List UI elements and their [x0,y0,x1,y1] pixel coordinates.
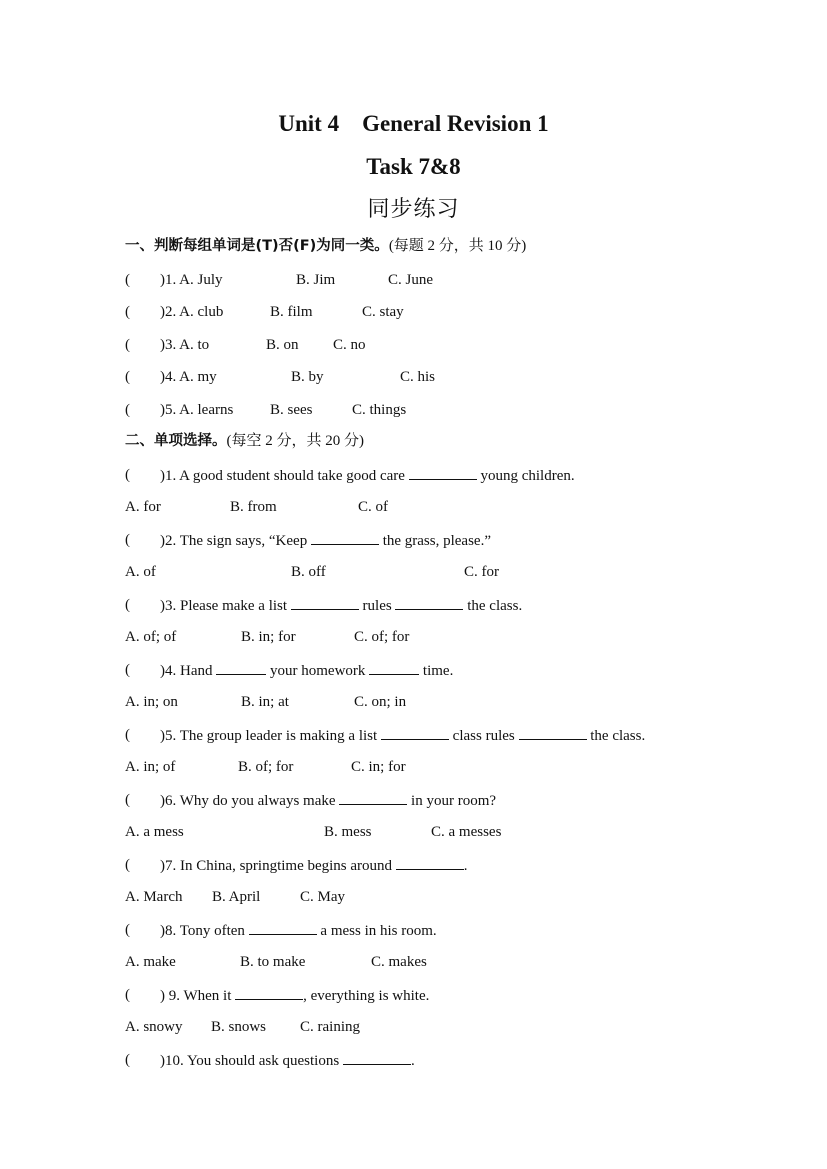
page-subtitle: Task 7&8 [366,154,461,179]
question-text-mid: rules [358,598,396,614]
answer-blank[interactable] [235,985,303,1000]
section-2-title: 二、单项选择。 [125,433,227,449]
option-c: C. on; in [354,694,407,710]
option-c: C. in; for [351,759,406,775]
section-2-score-note: (每空 2 分，共 20 分) [226,433,364,449]
option-b: B. from [230,499,277,515]
answer-blank-2[interactable] [395,595,463,610]
option-a: )4. A. my [160,369,217,385]
section-1-title: 一、判断每组单词是(T)否(F)为同一类。 [125,238,389,254]
answer-paren: ( [125,402,130,418]
question-text-end: . [410,1053,415,1069]
option-b: B. by [291,369,324,385]
option-b: B. film [270,304,313,320]
answer-blank-1[interactable] [381,725,449,740]
question-text: )10. You should ask questions [160,1053,343,1069]
answer-paren: ( [125,304,130,320]
answer-paren: ( [125,532,130,548]
answer-blank[interactable] [396,855,464,870]
question-text-end: , everything is white. [303,988,430,1004]
question-text: )6. Why do you always make [160,793,340,809]
option-a: )2. A. club [160,304,224,320]
option-a: A. in; of [125,759,176,775]
option-c: C. his [400,369,436,385]
answer-paren: ( [125,1052,130,1068]
option-b: B. to make [240,954,306,970]
question-text: )2. The sign says, “Keep [160,533,311,549]
answer-blank[interactable] [249,920,317,935]
option-c: C. for [464,564,499,580]
answer-paren: ( [125,467,130,483]
option-b: B. in; at [241,694,289,710]
answer-blank[interactable] [409,465,477,480]
answer-paren: ( [125,369,130,385]
option-b: B. April [212,889,261,905]
option-a: A. snowy [125,1019,183,1035]
answer-paren: ( [125,922,130,938]
section-2-heading [125,431,364,451]
answer-blank-2[interactable] [519,725,587,740]
question-text-end: . [463,858,468,874]
question-text: )1. A good student should take good care [160,468,409,484]
option-a: )3. A. to [160,337,210,353]
answer-blank-1[interactable] [291,595,359,610]
option-c: C. things [352,402,407,418]
answer-blank[interactable] [311,530,379,545]
option-a: )5. A. learns [160,402,234,418]
question-text: )3. Please make a list [160,598,291,614]
page-title: Unit 4 General Revision 1 [278,111,549,136]
answer-paren: ( [125,662,130,678]
question-text: )5. The group leader is making a list [160,728,381,744]
option-a: A. make [125,954,176,970]
answer-paren: ( [125,272,130,288]
section-1-heading [125,236,526,256]
answer-blank[interactable] [339,790,407,805]
option-b: B. Jim [296,272,336,288]
answer-paren: ( [125,727,130,743]
option-b: B. sees [270,402,313,418]
question-text: ) 9. When it [160,988,236,1004]
option-c: C. of [358,499,388,515]
answer-blank-1[interactable] [216,660,266,675]
option-a: )1. A. July [160,272,223,288]
answer-paren: ( [125,857,130,873]
option-c: C. June [388,272,433,288]
option-a: A. of [125,564,156,580]
option-b: B. on [266,337,299,353]
answer-paren: ( [125,987,130,1003]
option-a: A. March [125,889,183,905]
answer-blank-2[interactable] [369,660,419,675]
option-a: A. a mess [125,824,184,840]
question-text-end: in your room? [407,793,497,809]
option-b: B. snows [211,1019,267,1035]
option-c: C. stay [362,304,404,320]
question-text: )4. Hand [160,663,217,679]
option-b: B. off [291,564,326,580]
question-text: )8. Tony often [160,923,249,939]
question-text-mid: your homework [266,663,370,679]
question-text-end: time. [419,663,454,679]
question-text-end: the class. [586,728,646,744]
question-text-end: the grass, please.” [378,533,491,549]
option-a: A. in; on [125,694,178,710]
option-c: C. of; for [354,629,410,645]
answer-blank[interactable] [343,1050,411,1065]
answer-paren: ( [125,792,130,808]
option-c: C. makes [371,954,427,970]
question-text-mid: class rules [448,728,519,744]
page-heading-chinese: 同步练习 [367,197,460,222]
option-c: C. a messes [431,824,502,840]
section-1-score-note: (每题 2 分，共 10 分) [388,238,527,254]
option-b: B. of; for [238,759,294,775]
question-text-end: the class. [463,598,523,614]
question-text-end: young children. [476,468,575,484]
option-b: B. mess [324,824,372,840]
option-c: C. May [300,889,345,905]
option-c: C. no [333,337,366,353]
answer-paren: ( [125,337,130,353]
option-c: C. raining [300,1019,360,1035]
question-text: )7. In China, springtime begins around [160,858,396,874]
question-text-end: a mess in his room. [316,923,437,939]
option-a: A. of; of [125,629,177,645]
option-a: A. for [125,499,161,515]
option-b: B. in; for [241,629,296,645]
answer-paren: ( [125,597,130,613]
